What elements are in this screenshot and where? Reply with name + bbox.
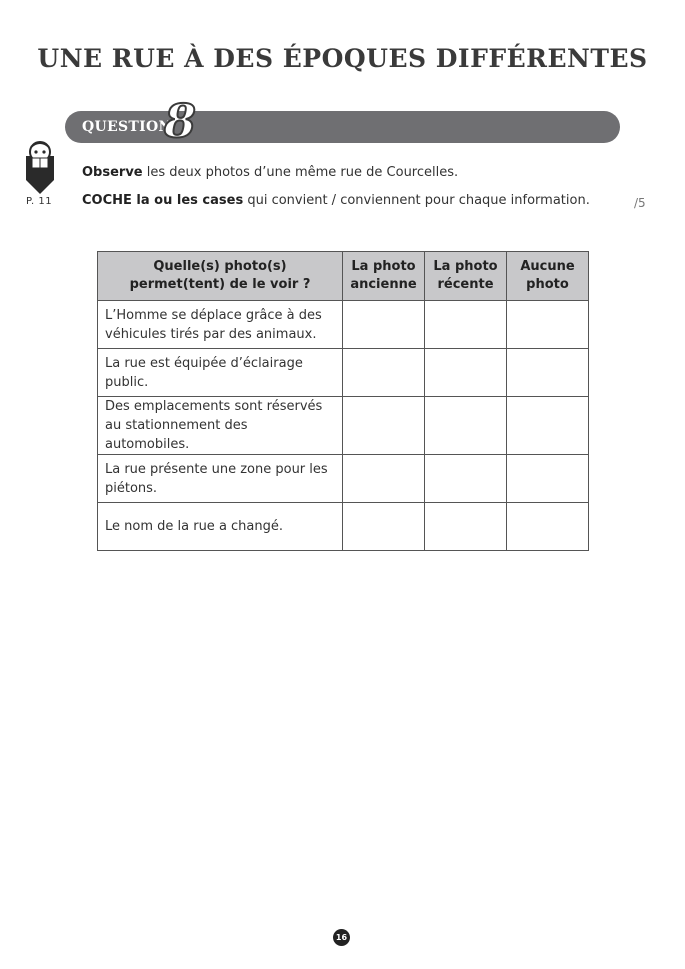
page-title: UNE RUE À DES ÉPOQUES DIFFÉRENTES [37,44,648,73]
page-number: 16 [333,929,350,946]
question-label: QUESTION [82,119,172,135]
reading-child-icon [23,140,57,196]
checkbox-cell-old[interactable] [343,503,425,551]
checkbox-cell-old[interactable] [343,455,425,503]
checkbox-cell-none[interactable] [507,455,589,503]
page-reference: P. 11 [26,196,53,207]
header-old-photo: La photo ancienne [343,252,425,301]
checkbox-cell-old[interactable] [343,301,425,349]
statement-cell: L’Homme se déplace grâce à des véhicules tirés par des animaux. [98,301,343,349]
table-row [98,455,589,503]
checkbox-cell-none[interactable] [507,301,589,349]
table-row [98,503,589,551]
checkbox-cell-old[interactable] [343,349,425,397]
table-header-row [98,252,589,301]
table-row [98,349,589,397]
statement-cell: Le nom de la rue a changé. [98,503,343,551]
checkbox-cell-recent[interactable] [425,349,507,397]
checkbox-cell-old[interactable] [343,397,425,455]
checkbox-cell-recent[interactable] [425,397,507,455]
header-no-photo: Aucune photo [507,252,589,301]
answer-table [97,251,589,551]
checkbox-cell-none[interactable] [507,397,589,455]
checkbox-cell-none[interactable] [507,503,589,551]
checkbox-cell-recent[interactable] [425,301,507,349]
instruction-observe: Observe les deux photos d’une même rue de Courcelles. [82,165,459,180]
instruction-coche: COCHE la ou les cases qui convient / conviennent pour chaque information. [82,193,590,208]
header-recent-photo: La photo récente [425,252,507,301]
statement-cell: Des emplacements sont réservés au stationnement des automobiles. [98,397,343,455]
checkbox-cell-recent[interactable] [425,455,507,503]
statement-cell: La rue présente une zone pour les piétons. [98,455,343,503]
statement-cell: La rue est équipée d’éclairage public. [98,349,343,397]
table-row [98,301,589,349]
score-label: /5 [634,196,646,210]
checkbox-cell-recent[interactable] [425,503,507,551]
table-row [98,397,589,455]
header-question: Quelle(s) photo(s) permet(tent) de le voir ? [98,252,343,301]
question-number: 8 [163,94,196,148]
checkbox-cell-none[interactable] [507,349,589,397]
